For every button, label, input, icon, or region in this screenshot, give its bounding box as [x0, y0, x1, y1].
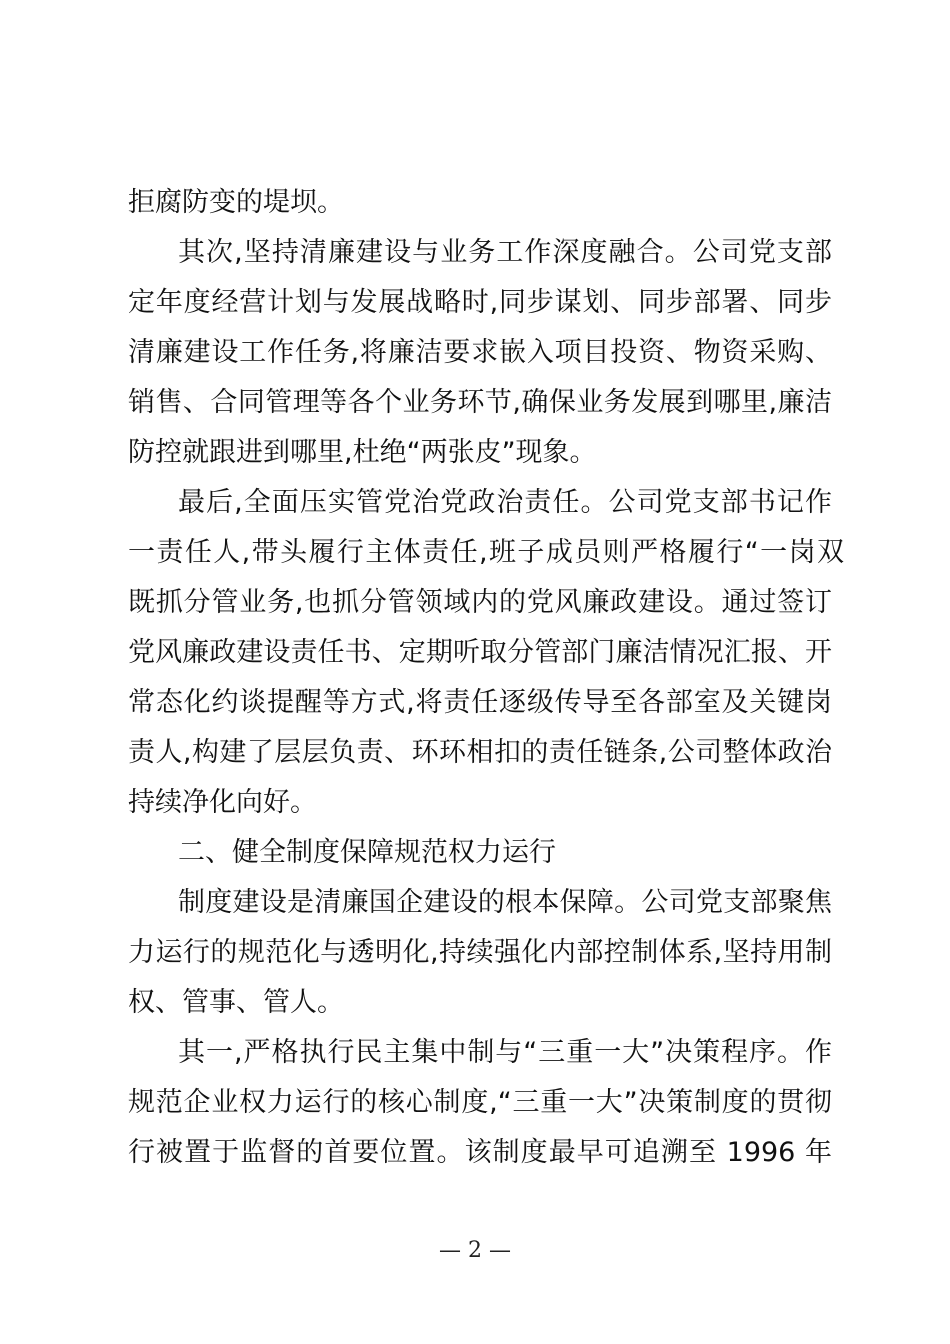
page-number: — 2 — [439, 1238, 511, 1263]
paragraph-first-line: 制度建设是清廉国企建设的根本保障。公司党支部聚焦 [178, 887, 832, 918]
text-line: 力运行的规范化与透明化,持续强化内部控制体系,坚持用制 [128, 937, 832, 968]
text-line: 一责任人,带头履行主体责任,班子成员则严格履行“一岗双 [128, 537, 844, 568]
text-line: 既抓分管业务,也抓分管领域内的党风廉政建设。通过签订 [128, 587, 832, 618]
paragraph-first-line: 其一,严格执行民主集中制与“三重一大”决策程序。作 [178, 1037, 832, 1068]
text-line: 责人,构建了层层负责、环环相扣的责任链条,公司整体政治 [128, 737, 832, 768]
paragraph-first-line: 其次,坚持清廉建设与业务工作深度融合。公司党支部 [178, 237, 832, 268]
text-line: 清廉建设工作任务,将廉洁要求嵌入项目投资、物资采购、 [128, 337, 832, 368]
text-line: 规范企业权力运行的核心制度,“三重一大”决策制度的贯彻 [128, 1087, 832, 1118]
text-line: 销售、合同管理等各个业务环节,确保业务发展到哪里,廉洁 [128, 387, 832, 418]
text-line: 定年度经营计划与发展战略时,同步谋划、同步部署、同步 [128, 287, 832, 318]
text-line: 常态化约谈提醒等方式,将责任逐级传导至各部室及关键岗 [128, 687, 832, 718]
text-line: 防控就跟进到哪里,杜绝“两张皮”现象。 [128, 437, 597, 468]
text-line: 党风廉政建设责任书、定期听取分管部门廉洁情况汇报、开 [128, 637, 832, 668]
text-line: 拒腐防变的堤坝。 [128, 187, 344, 218]
text-line: 行被置于监督的首要位置。该制度最早可追溯至 1996 年 [128, 1137, 832, 1168]
text-line: 权、管事、管人。 [128, 987, 344, 1018]
section-heading: 二、健全制度保障规范权力运行 [178, 837, 556, 868]
text-line: 持续净化向好。 [128, 787, 317, 818]
paragraph-first-line: 最后,全面压实管党治党政治责任。公司党支部书记作 [178, 487, 832, 518]
